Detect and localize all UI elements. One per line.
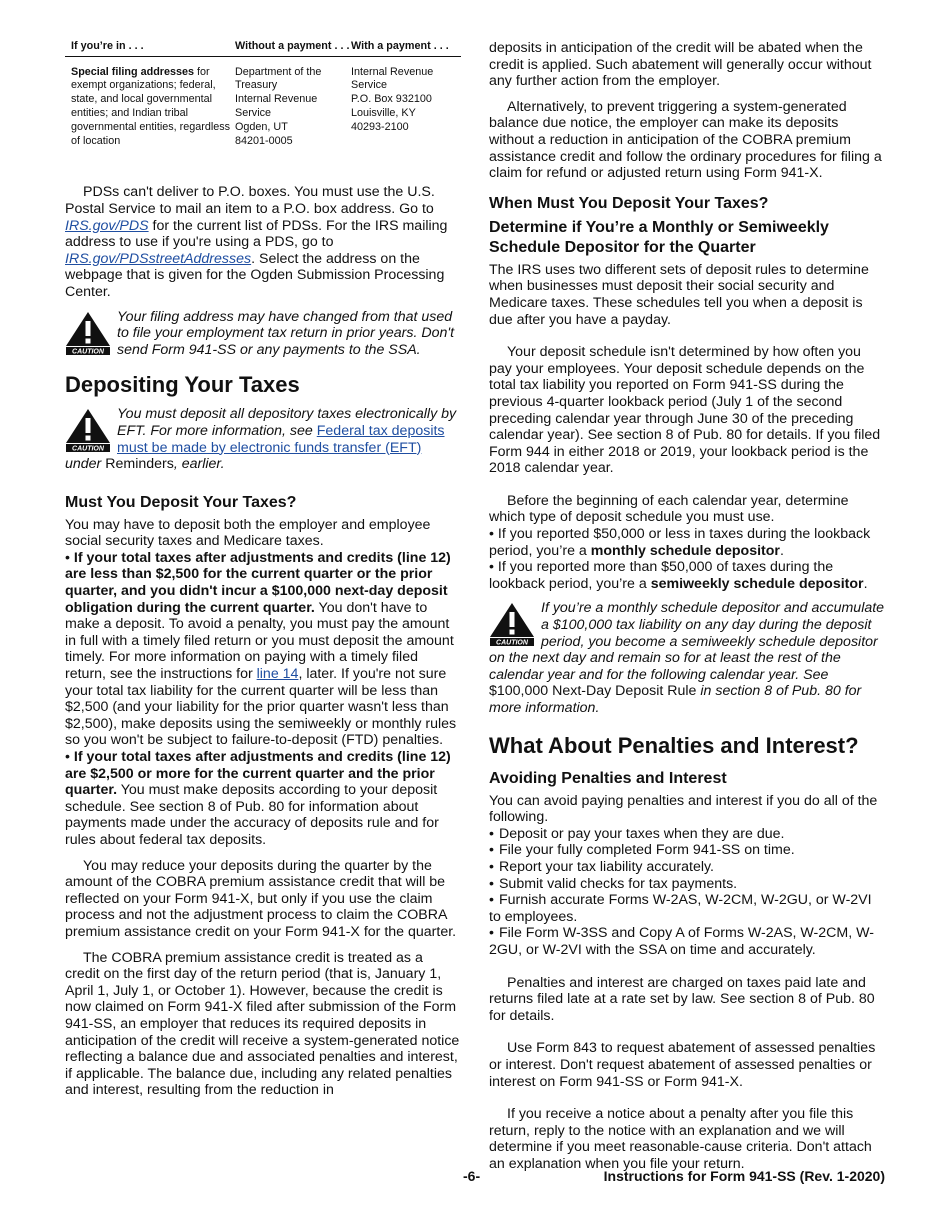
bullet-text: , later. If you're not sure your total tax liability for the current quarter will be less than $2,500 (and your liability for the prior quarter wasn't less than $2,500), make deposits using the semiweekly or monthly rules so you won't be subject to failure-to-deposit (FTD) penalties.: [65, 666, 457, 749]
avoid-list: [489, 826, 885, 959]
penalties-paragraph-1: Penalties and interest are charged on taxes paid late and returns filed late at a rate set by law. See section 8 of Pub. 80 for details.: [489, 974, 875, 1024]
bullet-text: .: [779, 542, 784, 559]
penalties-paragraph-3: If you receive a notice about a penalty after you file this return, reply to the notice with an explanation and we will determine if you meet reasonable-cause criteria. Don't attach an explanation when you file your return.: [489, 1106, 872, 1172]
caution-icon: [65, 311, 111, 355]
must-deposit-intro: You may have to deposit both the employer and employee social security taxes and Medicare taxes.: [65, 516, 431, 550]
table-header-without-payment: Without a payment . . .: [235, 40, 350, 52]
address-line: Internal Revenue: [351, 65, 434, 78]
penalties-paragraph-2: Use Form 843 to request abatement of assessed penalties or interest. Don't request abatement of assessed penalties or interest on Form 941-SS or Form 941-X.: [489, 1040, 876, 1090]
bullet-text: .: [863, 575, 868, 592]
when-deposit-heading: When Must You Deposit Your Taxes?: [489, 194, 769, 212]
abatement-continued: deposits in anticipation of the credit will be abated when the credit is applied. Such abatement will generally occur without any further action from the employer.: [489, 40, 872, 90]
bullet-text: If you reported $50,000 or less in taxes during the lookback period, you’re a: [489, 526, 871, 559]
special-filing-label: Special filing addresses: [71, 65, 195, 78]
address-line: Treasury: [235, 79, 278, 92]
caution-filing-text: Your filing address may have changed from that used to file your employment tax return in prior years. Don't send Form 941-SS or any payments to the SSA.: [117, 308, 455, 358]
right-column: [489, 40, 885, 1172]
page-footer: [0, 1168, 950, 1186]
address-line: Louisville, KY: [351, 106, 416, 119]
address-line: 84201-0005: [235, 134, 293, 147]
cobra-paragraph-1: You may reduce your deposits during the quarter by the amount of the COBRA premium assistance credit that will be reflected on your Form 941-X, but only if you use the claim process and not the adjustment process to claim the COBRA premium assistance credit on your Form 941-X for the quarter.: [65, 857, 457, 940]
footer-title: Instructions for Form 941-SS (Rev. 1-2020): [603, 1168, 885, 1184]
monthly-depositor-term: monthly schedule depositor: [590, 542, 780, 559]
page-number: -6-: [463, 1168, 481, 1184]
left-column: [65, 40, 461, 1099]
semiweekly-depositor-term: semiweekly schedule depositor: [650, 575, 864, 592]
irs-pds-street-link[interactable]: IRS.gov/PDSstreetAddresses: [65, 250, 252, 267]
caution-100000-text: in section 8 of Pub. 80 for more information.: [489, 683, 862, 716]
filing-address-table: [65, 40, 461, 148]
list-item: • Submit valid checks for tax payments.: [489, 876, 885, 893]
bullet-text: If you reported more than $50,000 of taxes during the lookback period, you’re a: [489, 559, 834, 592]
table-row: [65, 66, 461, 149]
table-header-location: If you’re in . . .: [71, 40, 144, 52]
caution-label: CAUTION: [72, 445, 104, 453]
table-cell-with-payment: [351, 66, 461, 149]
bullet-less-than-2500: • If your total taxes after adjustments and credits (line 12) are less than $2,500 for the current quarter or the prior quarter, and you didn't incur a $100,000 next-day deposit obligation during the current quarter. You don't have to make a deposit. To avoid a penalty, you must pay the amount in full with a timely filed return or you must deposit the amount timely. For more information on paying with a timely filed return, see the instructions for line 14, later. If you're not sure your total tax liability for the current quarter will be less than $2,500 (and your liability for the prior quarter wasn't less than $2,500), make deposits using the semiweekly or monthly rules so you won't be subject to failure-to-deposit (FTD) penalties.: [65, 549, 457, 749]
caution-icon: [489, 602, 535, 646]
penalties-heading: What About Penalties and Interest?: [489, 732, 859, 758]
reminders-ref: Reminders: [105, 456, 174, 473]
irs-pds-link[interactable]: IRS.gov/PDS: [65, 217, 149, 234]
address-line: Service: [351, 79, 388, 92]
caution-eft: [65, 406, 461, 472]
avoid-intro: You can avoid paying penalties and interest if you do all of the following.: [489, 792, 878, 826]
caution-icon: [65, 408, 111, 452]
list-item: • File your fully completed Form 941-SS on time.: [489, 842, 885, 859]
caution-eft-text: under: [65, 456, 106, 473]
address-line: Ogden, UT: [235, 120, 288, 133]
bullet-monthly: • If you reported $50,000 or less in taxes during the lookback period, you’re a monthly schedule depositor.: [489, 526, 871, 559]
table-header-with-payment: With a payment . . .: [351, 40, 449, 52]
depositing-heading: Depositing Your Taxes: [65, 372, 300, 398]
pds-paragraph: [65, 184, 461, 300]
table-header-row: [65, 40, 461, 57]
address-line: Service: [235, 106, 272, 119]
table-cell-location: [65, 66, 235, 149]
special-filing-text: for exempt organizations; federal, state, and local governmental entities; and Indian tribal governmental entities, regardless of location: [71, 65, 231, 147]
deposit-rules-paragraph: The IRS uses two different sets of deposit rules to determine when businesses must deposit their social security and Medicare taxes. These schedules tell you when a deposit is due after you have a payday.: [489, 261, 869, 328]
bullet-semiweekly: • If you reported more than $50,000 of taxes during the lookback period, you’re a semiweekly schedule depositor.: [489, 559, 868, 592]
list-item: • Report your tax liability accurately.: [489, 859, 885, 876]
address-line: Internal Revenue: [235, 93, 318, 106]
table-cell-without-payment: [235, 66, 351, 149]
address-line: Department of the: [235, 65, 322, 78]
bullet-2500-or-more: • If your total taxes after adjustments and credits (line 12) are $2,500 or more for the current quarter and the prior quarter. You must make deposits according to your deposit schedule. See section 8 of Pub. 80 for information about payments made under the accuracy of deposits rule and for rules about federal tax deposits.: [65, 749, 451, 848]
before-year-paragraph: Before the beginning of each calendar year, determine which type of deposit schedule you must use.: [489, 492, 849, 526]
bullet-text: You must make deposits according to your deposit schedule. See section 8 of Pub. 80 for information about payments made under the accuracy of deposits rule and for rules about federal tax deposits.: [65, 782, 439, 848]
determine-schedule-heading: Determine if You’re a Monthly or Semiweekly Schedule Depositor for the Quarter: [489, 218, 829, 256]
caution-eft-text: , earlier.: [173, 456, 225, 473]
eft-link[interactable]: Federal tax deposits must be made by electronic funds transfer (EFT): [117, 422, 445, 456]
next-day-rule-ref: $100,000 Next-Day Deposit Rule: [489, 683, 697, 700]
caution-eft-text: You must deposit all depository taxes electronically by EFT. For more information, see: [117, 406, 457, 439]
must-deposit-heading: Must You Deposit Your Taxes?: [65, 493, 297, 511]
list-item: • Deposit or pay your taxes when they are due.: [489, 826, 885, 843]
pds-text: for the current list of PDSs. For the IRS mailing address to use if you're using a PDS, go to: [65, 217, 448, 251]
list-item: • Furnish accurate Forms W-2AS, W-2CM, W-2GU, or W-2VI to employees.: [489, 892, 885, 925]
caution-100000-rule: [489, 600, 885, 716]
line-14-link[interactable]: line 14: [256, 666, 299, 683]
pds-text: . Select the address on the webpage that is given for the Ogden Submission Processing Center.: [65, 250, 445, 300]
bullet-bold: If your total taxes after adjustments and credits (line 12) are $2,500 or more for the current quarter and the prior quarter.: [65, 749, 451, 799]
address-line: 40293-2100: [351, 120, 409, 133]
cobra-paragraph-2: The COBRA premium assistance credit is treated as a credit on the first day of the return period (that is, January 1, April 1, July 1, or October 1). However, because the credit is now claimed on Form 941-X filed after submission of the Form 941-SS, an employer that reduces its required deposits in anticipation of the credit will receive a system-generated notice reflecting a balance due and associated penalties and interest, if applicable. The balance due, including any related penalties and interest, resulting from the reduction in: [65, 949, 460, 1099]
bullet-bold: If your total taxes after adjustments and credits (line 12) are less than $2,500 for the current quarter or the prior quarter, and you didn't incur a $100,000 next-day deposit obligation during the current quarter.: [65, 549, 451, 616]
alternatively-paragraph: Alternatively, to prevent triggering a system-generated balance due notice, the employer can make its deposits without a reduction in anticipation of the COBRA premium assistance credit and follow the ordinary procedures for filing a claim for refund or adjusted return using Form 941-X.: [489, 98, 882, 182]
caution-100000-text: If you’re a monthly schedule depositor and accumulate a $100,000 tax liability on any day during the deposit period, you become a semiweekly schedule depositor on the next day and remain so for at least the rest of the calendar year and for the following calendar year. See: [489, 600, 885, 683]
avoid-penalties-heading: Avoiding Penalties and Interest: [489, 769, 727, 787]
list-item: • File Form W-3SS and Copy A of Forms W-2AS, W-2CM, W-2GU, or W-2VI with the SSA on time and accurately.: [489, 925, 885, 958]
address-line: P.O. Box 932100: [351, 93, 432, 106]
caution-filing-address: [65, 309, 461, 359]
pds-text: PDSs can't deliver to P.O. boxes. You must use the U.S. Postal Service to mail an item to a P.O. box address. Go to: [65, 184, 435, 217]
caution-label: CAUTION: [496, 639, 528, 647]
caution-label: CAUTION: [72, 348, 104, 355]
bullet-text: You don't have to make a deposit. To avoid a penalty, you must pay the amount in full with a timely filed return or you must deposit the amount timely. For more information on paying with a timely filed return, see the instructions for: [65, 599, 454, 683]
deposit-schedule-paragraph: Your deposit schedule isn't determined by how often you pay your employees. Your deposit schedule depends on the total tax liability you reported on Form 941-SS during the previous 4-quarter lookback period (July 1 of the second preceding calendar year through June 30 of the preceding calendar year). See section 8 of Pub. 80 for details. If you filed Form 944 in either 2018 or 2019, your lookback period is the 2018 calendar year.: [489, 344, 881, 477]
